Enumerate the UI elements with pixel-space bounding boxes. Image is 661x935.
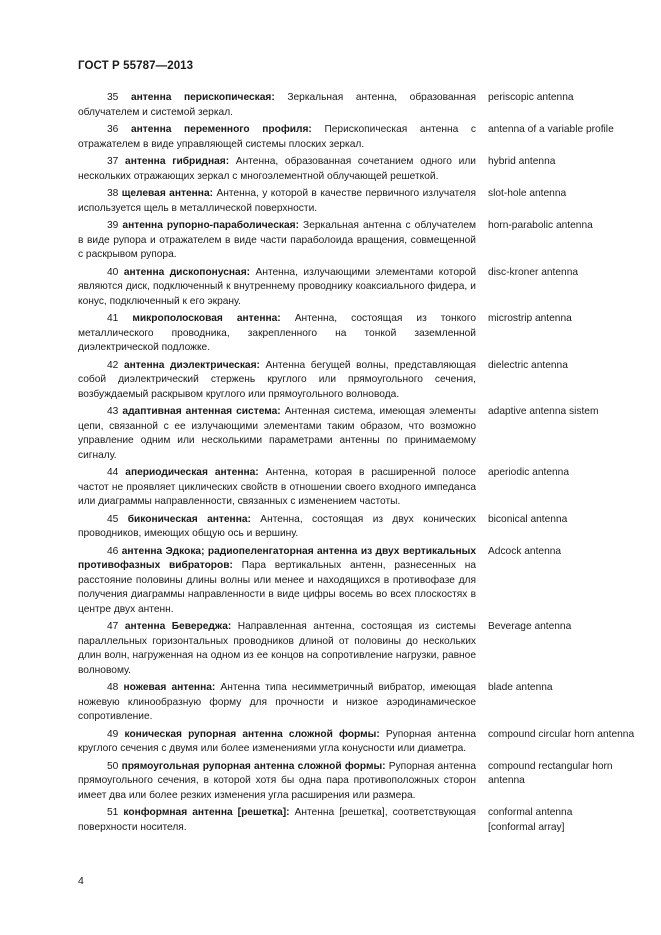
term-english: [488, 545, 638, 618]
term-number: 43: [107, 406, 119, 417]
english-equivalent: conformal antenna: [488, 807, 573, 818]
term-number: 47: [107, 621, 119, 632]
term-definition-ru: [78, 123, 476, 152]
english-equivalent: adaptive antenna sistem: [488, 406, 599, 417]
term-definition: Антенна типа несимметричный вибратор, имеющая ножевую клинообразную форму для прочности и низкое аэродинамическое сопротивление.: [78, 682, 477, 722]
term-entry: [78, 187, 638, 216]
document-header: ГОСТ Р 55787—2013: [78, 60, 194, 72]
term-definition: Антенна [решетка], соответствующая поверхности носителя.: [78, 807, 476, 833]
term-english: [488, 728, 638, 757]
term-english: [488, 760, 638, 804]
term-name: конформная антенна [решетка]:: [123, 807, 290, 818]
english-equivalent: slot-hole antenna: [488, 188, 567, 199]
english-equivalent: blade antenna: [488, 682, 553, 693]
term-number: 36: [107, 124, 119, 135]
english-equivalent: compound rectangular horn antenna: [488, 760, 613, 786]
english-equivalent: horn-parabolic antenna: [488, 220, 593, 231]
term-definition: Антенна, которая в расширенной полосе частот не проявляет циклических свойств в отношении своего входного импеданса или диаграммы направленности, связанных с изменением частоты.: [78, 467, 476, 507]
term-english: [488, 266, 638, 310]
term-definition-ru: [78, 359, 476, 403]
term-entry: [78, 123, 638, 152]
term-entry: [78, 760, 638, 804]
term-definition-ru: [78, 155, 476, 184]
term-definition: Перископическая антенна с отражателем в виде управляющей системы плоских зеркал.: [78, 124, 476, 150]
term-name: прямоугольная рупорная антенна сложной формы:: [121, 760, 386, 772]
english-equivalent: microstrip antenna: [488, 313, 572, 324]
english-equivalent: aperiodic antenna: [488, 467, 569, 478]
term-entry: [78, 266, 638, 310]
term-definition: Антенна бегущей волны, представляющая собой диэлектрический стержень круглого или прямоугольного сечения, возбуждаемый раскрывом круглого или прямоугольного волновода.: [78, 359, 476, 400]
term-number: 38: [107, 188, 119, 199]
english-equivalent: compound circular horn antenna: [488, 728, 635, 740]
term-english: [488, 187, 638, 216]
term-number: 40: [107, 266, 119, 278]
term-name: антенна переменного профиля:: [130, 124, 312, 135]
term-definition-ru: [78, 760, 476, 804]
term-definition-ru: [78, 312, 476, 356]
term-definition: Антенна, у которой в качестве первичного излучателя используется щель в металлической поверхности.: [78, 188, 476, 214]
term-english: [488, 312, 638, 356]
term-english: [488, 620, 638, 678]
term-english: [488, 155, 638, 184]
term-definition-ru: [78, 728, 476, 757]
term-definition: Антенна, состоящая из двух конических проводников, имеющих общую ось и вершину.: [78, 513, 476, 539]
term-definition: Зеркальная антенна, образованная облучателем и системой зеркал.: [78, 92, 476, 118]
term-name: антенна перископическая:: [130, 92, 275, 103]
term-definition-ru: [78, 681, 476, 725]
term-definition-ru: [78, 266, 476, 310]
term-definition: Рупорная антенна круглого сечения с двумя или более изменениями угла конусности или диаметра.: [78, 728, 476, 754]
term-english: [488, 513, 638, 542]
english-equivalent: dielectric antenna: [488, 359, 568, 371]
term-entry: [78, 219, 638, 263]
term-entry: [78, 312, 638, 356]
term-definition: Антенная система, имеющая элементы цепи, связанной с ее излучающими элементами таким образом, что возможно управление одним или несколькими параметрами антенны по принимаемому сигналу.: [78, 406, 476, 461]
term-number: 37: [107, 156, 119, 167]
term-english: [488, 681, 638, 725]
term-name: коническая рупорная антенна сложной формы:: [124, 728, 380, 740]
english-equivalent: disc-kroner antenna: [488, 266, 579, 278]
term-english: [488, 359, 638, 403]
term-entry: [78, 405, 638, 463]
term-definition-ru: [78, 91, 476, 120]
term-number: 44: [107, 467, 119, 478]
terms-list: [78, 91, 638, 838]
term-definition: Рупорная антенна прямоугольного сечения, в которой хотя бы одна пара противоположных сторон имеет два или более резких изменения угла расширения или размера.: [78, 760, 476, 801]
term-entry: [78, 359, 638, 403]
term-number: 39: [107, 220, 119, 231]
term-entry: [78, 513, 638, 542]
english-equivalent: hybrid antenna: [488, 156, 556, 167]
term-entry: [78, 91, 638, 120]
term-english: [488, 806, 638, 835]
term-english: [488, 91, 638, 120]
english-equivalent: periscopic antenna: [488, 92, 574, 103]
term-definition: Пара вертикальных антенн, разнесенных на расстояние половины длины волны или менее и находящихся в противофазе для получения диаграммы направленности в виде цифры восемь во всех плоскостях в центре двух антенн.: [78, 560, 476, 615]
term-name: микрополосковая антенна:: [132, 313, 281, 324]
term-english: [488, 219, 638, 263]
term-definition-ru: [78, 513, 476, 542]
term-entry: [78, 681, 638, 725]
term-number: 35: [107, 92, 119, 103]
term-name: биконическая антенна:: [127, 513, 251, 525]
page-number: 4: [78, 875, 84, 887]
term-name: щелевая антенна:: [121, 188, 214, 199]
term-definition-ru: [78, 219, 476, 263]
term-name: антенна дископонусная:: [123, 266, 251, 278]
term-number: 50: [107, 760, 119, 772]
term-definition: Направленная антенна, состоящая из системы параллельных горизонтальных проводников длиной от половины до нескольких длин волн, нагруженная на одном из ее концов на сопротивление нагрузки, равное волновому.: [78, 621, 476, 676]
english-equivalent: Beverage antenna: [488, 621, 572, 632]
english-equivalent: Adcock antenna: [488, 545, 562, 557]
term-name: антенна рупорно-параболическая:: [122, 220, 299, 231]
term-number: 49: [107, 728, 119, 740]
english-equivalent: antenna of a variable profile: [488, 124, 614, 135]
term-name: антенна гибридная:: [125, 156, 230, 167]
term-definition-ru: [78, 806, 476, 835]
term-entry: [78, 545, 638, 618]
term-english: [488, 466, 638, 510]
term-entry: [78, 466, 638, 510]
term-name: апериодическая антенна:: [125, 467, 259, 478]
term-definition-ru: [78, 187, 476, 216]
term-entry: [78, 620, 638, 678]
term-definition-ru: [78, 620, 476, 678]
term-definition: Антенна, состоящая из тонкого металлического проводника, закрепленного на тонкой заземленной диэлектрической подложке.: [78, 313, 476, 353]
term-entry: [78, 806, 638, 835]
term-definition: Антенна, излучающими элементами которой являются диск, подключенный к внутреннему проводнику коаксиального фидера, и конус, подключенный к его экрану.: [78, 266, 477, 307]
term-number: 46: [107, 545, 119, 557]
term-name: адаптивная антенная система:: [122, 406, 281, 417]
term-number: 42: [107, 359, 119, 371]
term-english: [488, 405, 638, 463]
term-number: 51: [107, 807, 119, 818]
term-definition: Антенна, образованная сочетанием одного или нескольких отражающих зеркал с многоэлементной облучающей решеткой.: [78, 156, 476, 182]
term-definition-ru: [78, 466, 476, 510]
english-equivalent: [conformal array]: [488, 821, 565, 833]
term-name: ножевая антенна:: [123, 682, 216, 693]
term-number: 48: [107, 682, 119, 693]
term-number: 41: [107, 313, 119, 324]
term-number: 45: [107, 513, 119, 525]
term-definition-ru: [78, 545, 476, 618]
term-definition-ru: [78, 405, 476, 463]
term-english: [488, 123, 638, 152]
term-name: антенна Бевереджа:: [124, 621, 232, 632]
term-entry: [78, 728, 638, 757]
term-name: антенна диэлектрическая:: [123, 359, 260, 371]
term-definition: Зеркальная антенна с облучателем в виде рупора и отражателем в виде части параболоида вращения, совмещенной с раскрывом рупора.: [78, 220, 476, 260]
term-entry: [78, 155, 638, 184]
term-name: антенна Эдкока; радиопеленгаторная антенна из двух вертикальных противофазных вибраторов:: [78, 545, 477, 571]
english-equivalent: biconical antenna: [488, 513, 568, 525]
